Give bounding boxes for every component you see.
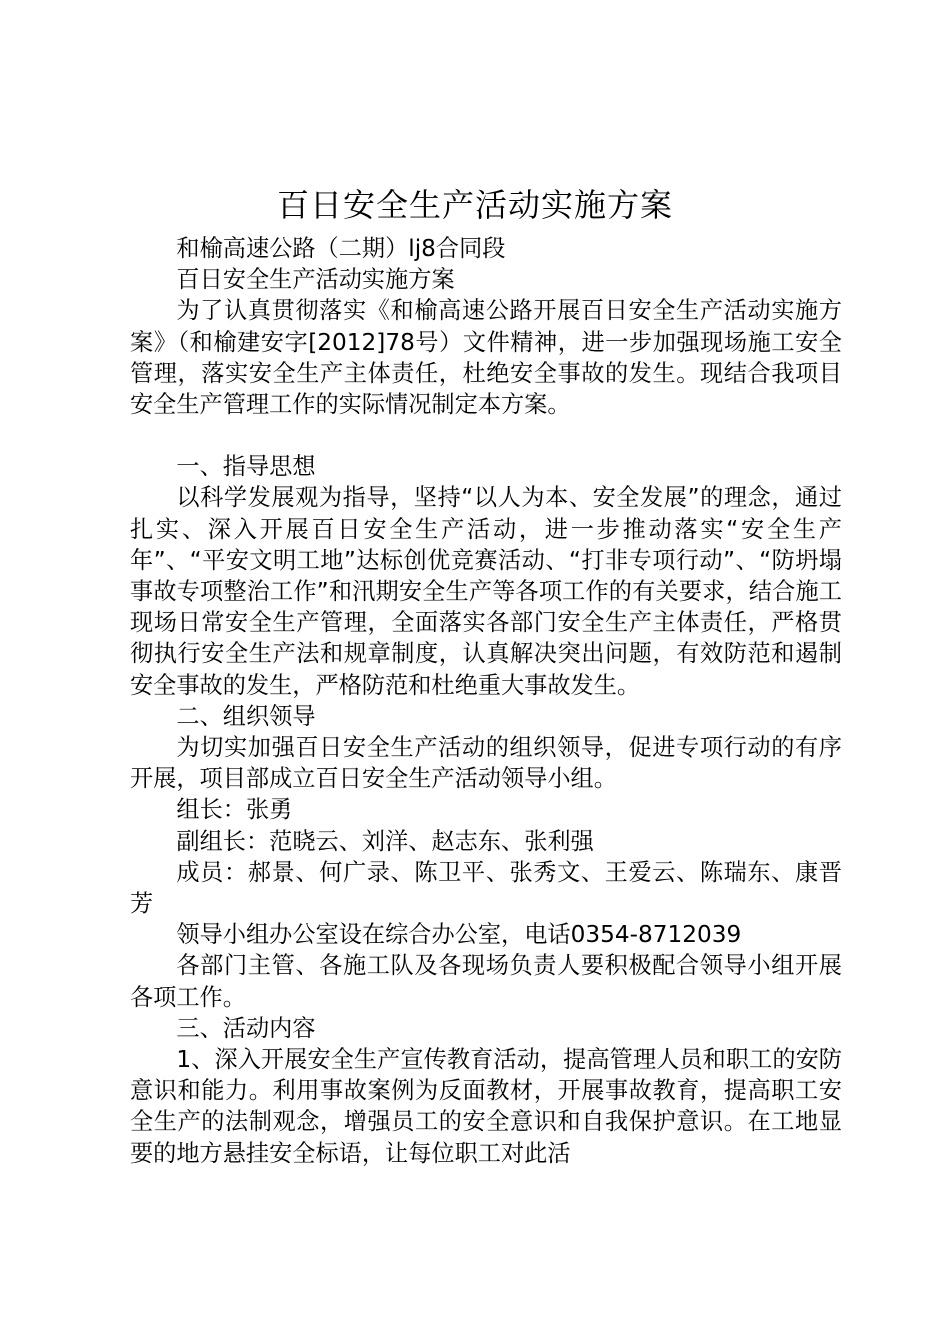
members-line: 成员：郝景、何广录、陈卫平、张秀文、王爱云、陈瑞东、康晋芳 xyxy=(130,858,842,918)
organization-paragraph: 为切实加强百日安全生产活动的组织领导，促进专项行动的有序开展，项目部成立百日安全生产活动领导小组。 xyxy=(130,734,842,793)
plan-subtitle-line: 百日安全生产活动实施方案 xyxy=(176,266,455,294)
section-heading-organization: 二、组织领导 xyxy=(176,702,316,730)
document-title: 百日安全生产活动实施方案 xyxy=(276,186,673,224)
deputy-leaders-line: 副组长：范晓云、刘洋、赵志东、张利强 xyxy=(176,827,594,855)
guiding-ideology-paragraph: 以科学发展观为指导，坚持“以人为本、安全发展”的理念，通过扎实、深入开展百日安全生产活动，进一步推动落实“安全生产年”、“平安文明工地”达标创优竞赛活动、“打非专项行动”、“防坍塌事故专项整治工作”和汛期安全生产等各项工作的有关要求，结合施工现场日常安全生产管理，全面落实各部门安全生产主体责任，严格贯彻执行安全生产法和规章制度，认真解决突出问题，有效防范和遏制安全事故的发生，严格防范和杜绝重大事故发生。 xyxy=(130,484,842,699)
document-body xyxy=(130,233,842,1169)
project-name-line: 和榆高速公路（二期）lj8合同段 xyxy=(176,235,506,262)
section-heading-activities: 三、活动内容 xyxy=(176,1014,316,1042)
intro-paragraph: 为了认真贯彻落实《和榆高速公路开展百日安全生产活动实施方案》（和榆建安字[2012]78号）文件精神，进一步加强现场施工安全管理，落实安全生产主体责任，杜绝安全事故的发生。现结合我项目安全生产管理工作的实际情况制定本方案。 xyxy=(130,297,842,419)
section-heading-guiding-ideology: 一、指导思想 xyxy=(176,453,316,481)
cooperation-paragraph: 各部门主管、各施工队及各现场负责人要积极配合领导小组开展各项工作。 xyxy=(130,952,842,1011)
activity-item-1-paragraph: 1、深入开展安全生产宣传教育活动，提高管理人员和职工的安防意识和能力。利用事故案例为反面教材，开展事故教育，提高职工安全生产的法制观念，增强员工的安全意识和自我保护意识。在工地显要的地方悬挂安全标语，让每位职工对此活 xyxy=(130,1046,842,1167)
team-leader-line: 组长：张勇 xyxy=(176,796,293,824)
office-phone-line: 领导小组办公室设在综合办公室，电话0354-8712039 xyxy=(176,921,742,949)
